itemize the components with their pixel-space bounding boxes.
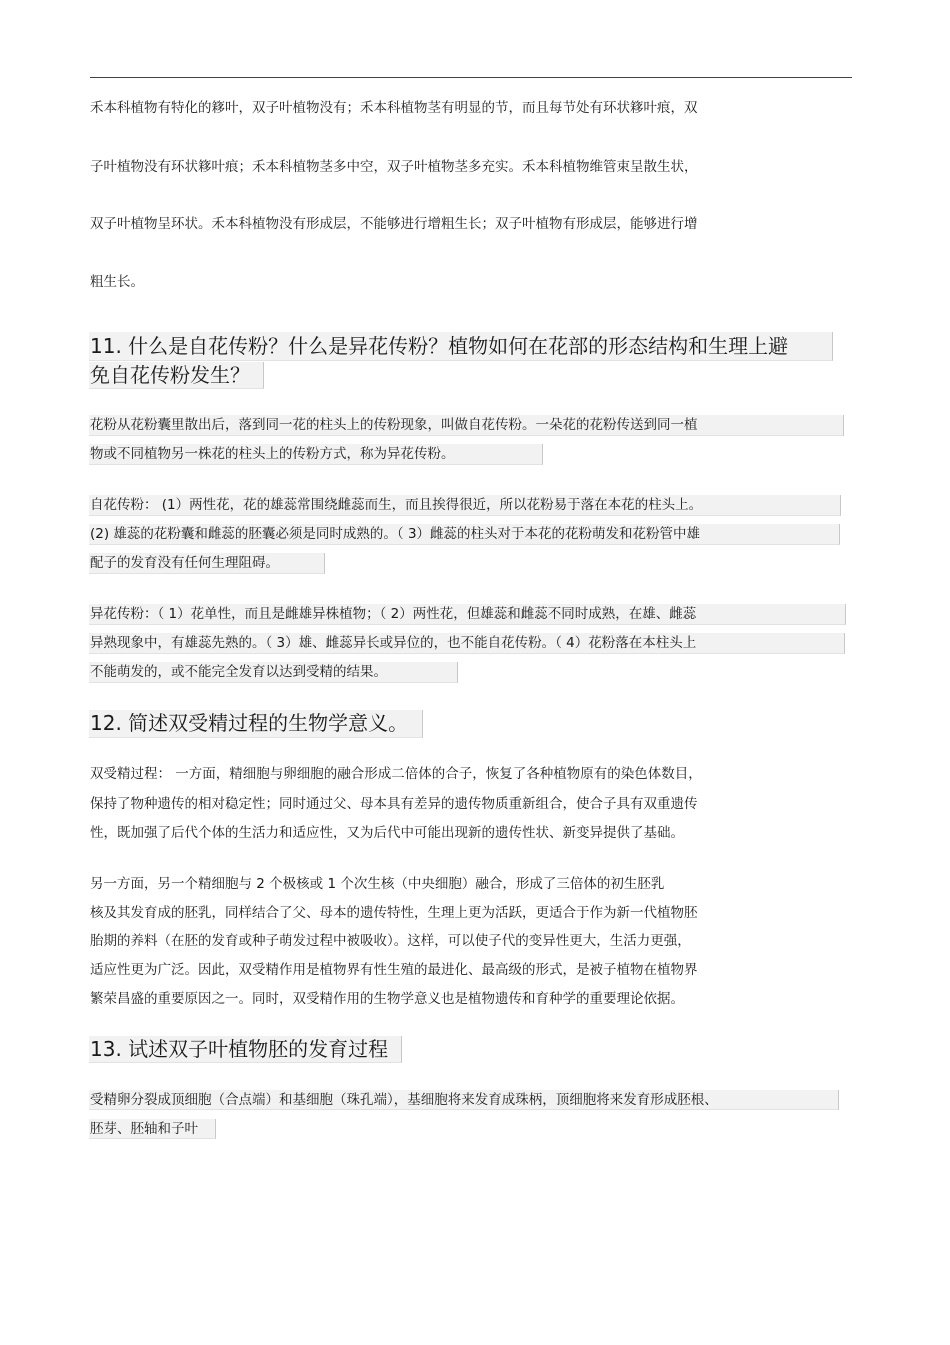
intro-line: 粗生长。 xyxy=(90,274,144,290)
q12-para2-line: 胎期的养料（在胚的发育或种子萌发过程中被吸收）。这样，可以使子代的变异性更大，生活力更强， xyxy=(90,933,691,949)
q12-para1-line: 性，既加强了后代个体的生活力和适应性，又为后代中可能出现新的遗传性状、新变异提供了基础。 xyxy=(90,825,684,841)
q11-cross-line: 异花传粉：（ 1）花单性，而且是雌雄异株植物；（ 2）两性花，但雄蕊和雌蕊不同时成熟，在雄、雌蕊 xyxy=(90,606,697,622)
q11-cross-line: 不能萌发的，或不能完全发育以达到受精的结果。 xyxy=(90,664,387,680)
intro-line: 禾本科植物有特化的簃叶，双子叶植物没有；禾本科植物茎有明显的节，而且每节处有环状簃叶痕，双 xyxy=(90,100,698,116)
q12-para1-line: 双受精过程： 一方面，精细胞与卵细胞的融合形成二倍体的合子，恢复了各种植物原有的染色体数目， xyxy=(90,766,702,782)
q13-answer-line: 受精卵分裂成顶细胞（合点端）和基细胞（珠孔端），基细胞将来发育成珠柄，顶细胞将来发育形成胚根、 xyxy=(90,1092,718,1108)
q11-self-line: (2) 雄蕊的花粉囊和雌蕊的胚囊必须是同时成熟的。（ 3）雌蕊的柱头对于本花的花粉萌发和花粉管中雄 xyxy=(90,526,701,542)
q12-para1-line: 保持了物种遗传的相对稳定性；同时通过父、母本具有差异的遗传物质重新组合，使合子具有双重遗传 xyxy=(90,796,698,812)
q11-title-line: 免自花传粉发生？ xyxy=(90,363,250,387)
intro-line: 双子叶植物呈环状。禾本科植物没有形成层，不能够进行增粗生长；双子叶植物有形成层，能够进行增 xyxy=(90,216,698,232)
q12-para2-line: 繁荣昌盛的重要原因之一。同时，双受精作用的生物学意义也是植物遗传和育种学的重要理论依据。 xyxy=(90,991,684,1007)
q12-para2-line: 适应性更为广泛。因此，双受精作用是植物界有性生殖的最进化、最高级的形式，是被子植物在植物界 xyxy=(90,962,698,978)
q12-title: 12. 简述双受精过程的生物学意义。 xyxy=(90,711,409,735)
q13-answer-line: 胚芽、胚轴和子叶 xyxy=(90,1121,198,1137)
q11-cross-line: 异熟现象中，有雄蕊先熟的。（ 3）雄、雌蕊异长或异位的，也不能自花传粉。（ 4）花粉落在本柱头上 xyxy=(90,635,697,651)
q13-title: 13. 试述双子叶植物胚的发育过程 xyxy=(90,1037,389,1061)
q12-para2-line: 另一方面，另一个精细胞与 2 个极核或 1 个次生核（中央细胞）融合，形成了三倍体的初生胚乳 xyxy=(90,876,665,892)
q11-title-line: 11. 什么是自花传粉？什么是异花传粉？植物如何在花部的形态结构和生理上避 xyxy=(90,334,789,358)
q11-self-line: 配子的发育没有任何生理阻碍。 xyxy=(90,555,279,571)
header-rule xyxy=(90,77,852,78)
q12-para2-line: 核及其发育成的胚乳，同样结合了父、母本的遗传特性，生理上更为活跃，更适合于作为新一代植物胚 xyxy=(90,905,698,921)
q11-definition-line: 物或不同植物另一株花的柱头上的传粉方式，称为异花传粉。 xyxy=(90,446,455,462)
q11-definition-line: 花粉从花粉囊里散出后，落到同一花的柱头上的传粉现象，叫做自花传粉。一朵花的花粉传送到同一植 xyxy=(90,417,698,433)
intro-line: 子叶植物没有环状簃叶痕；禾本科植物茎多中空，双子叶植物茎多充实。禾本科植物维管束呈散生状， xyxy=(90,159,698,175)
q11-self-line: 自花传粉： (1）两性花，花的雄蕊常围绕雌蕊而生，而且挨得很近，所以花粉易于落在本花的柱头上。 xyxy=(90,497,703,513)
